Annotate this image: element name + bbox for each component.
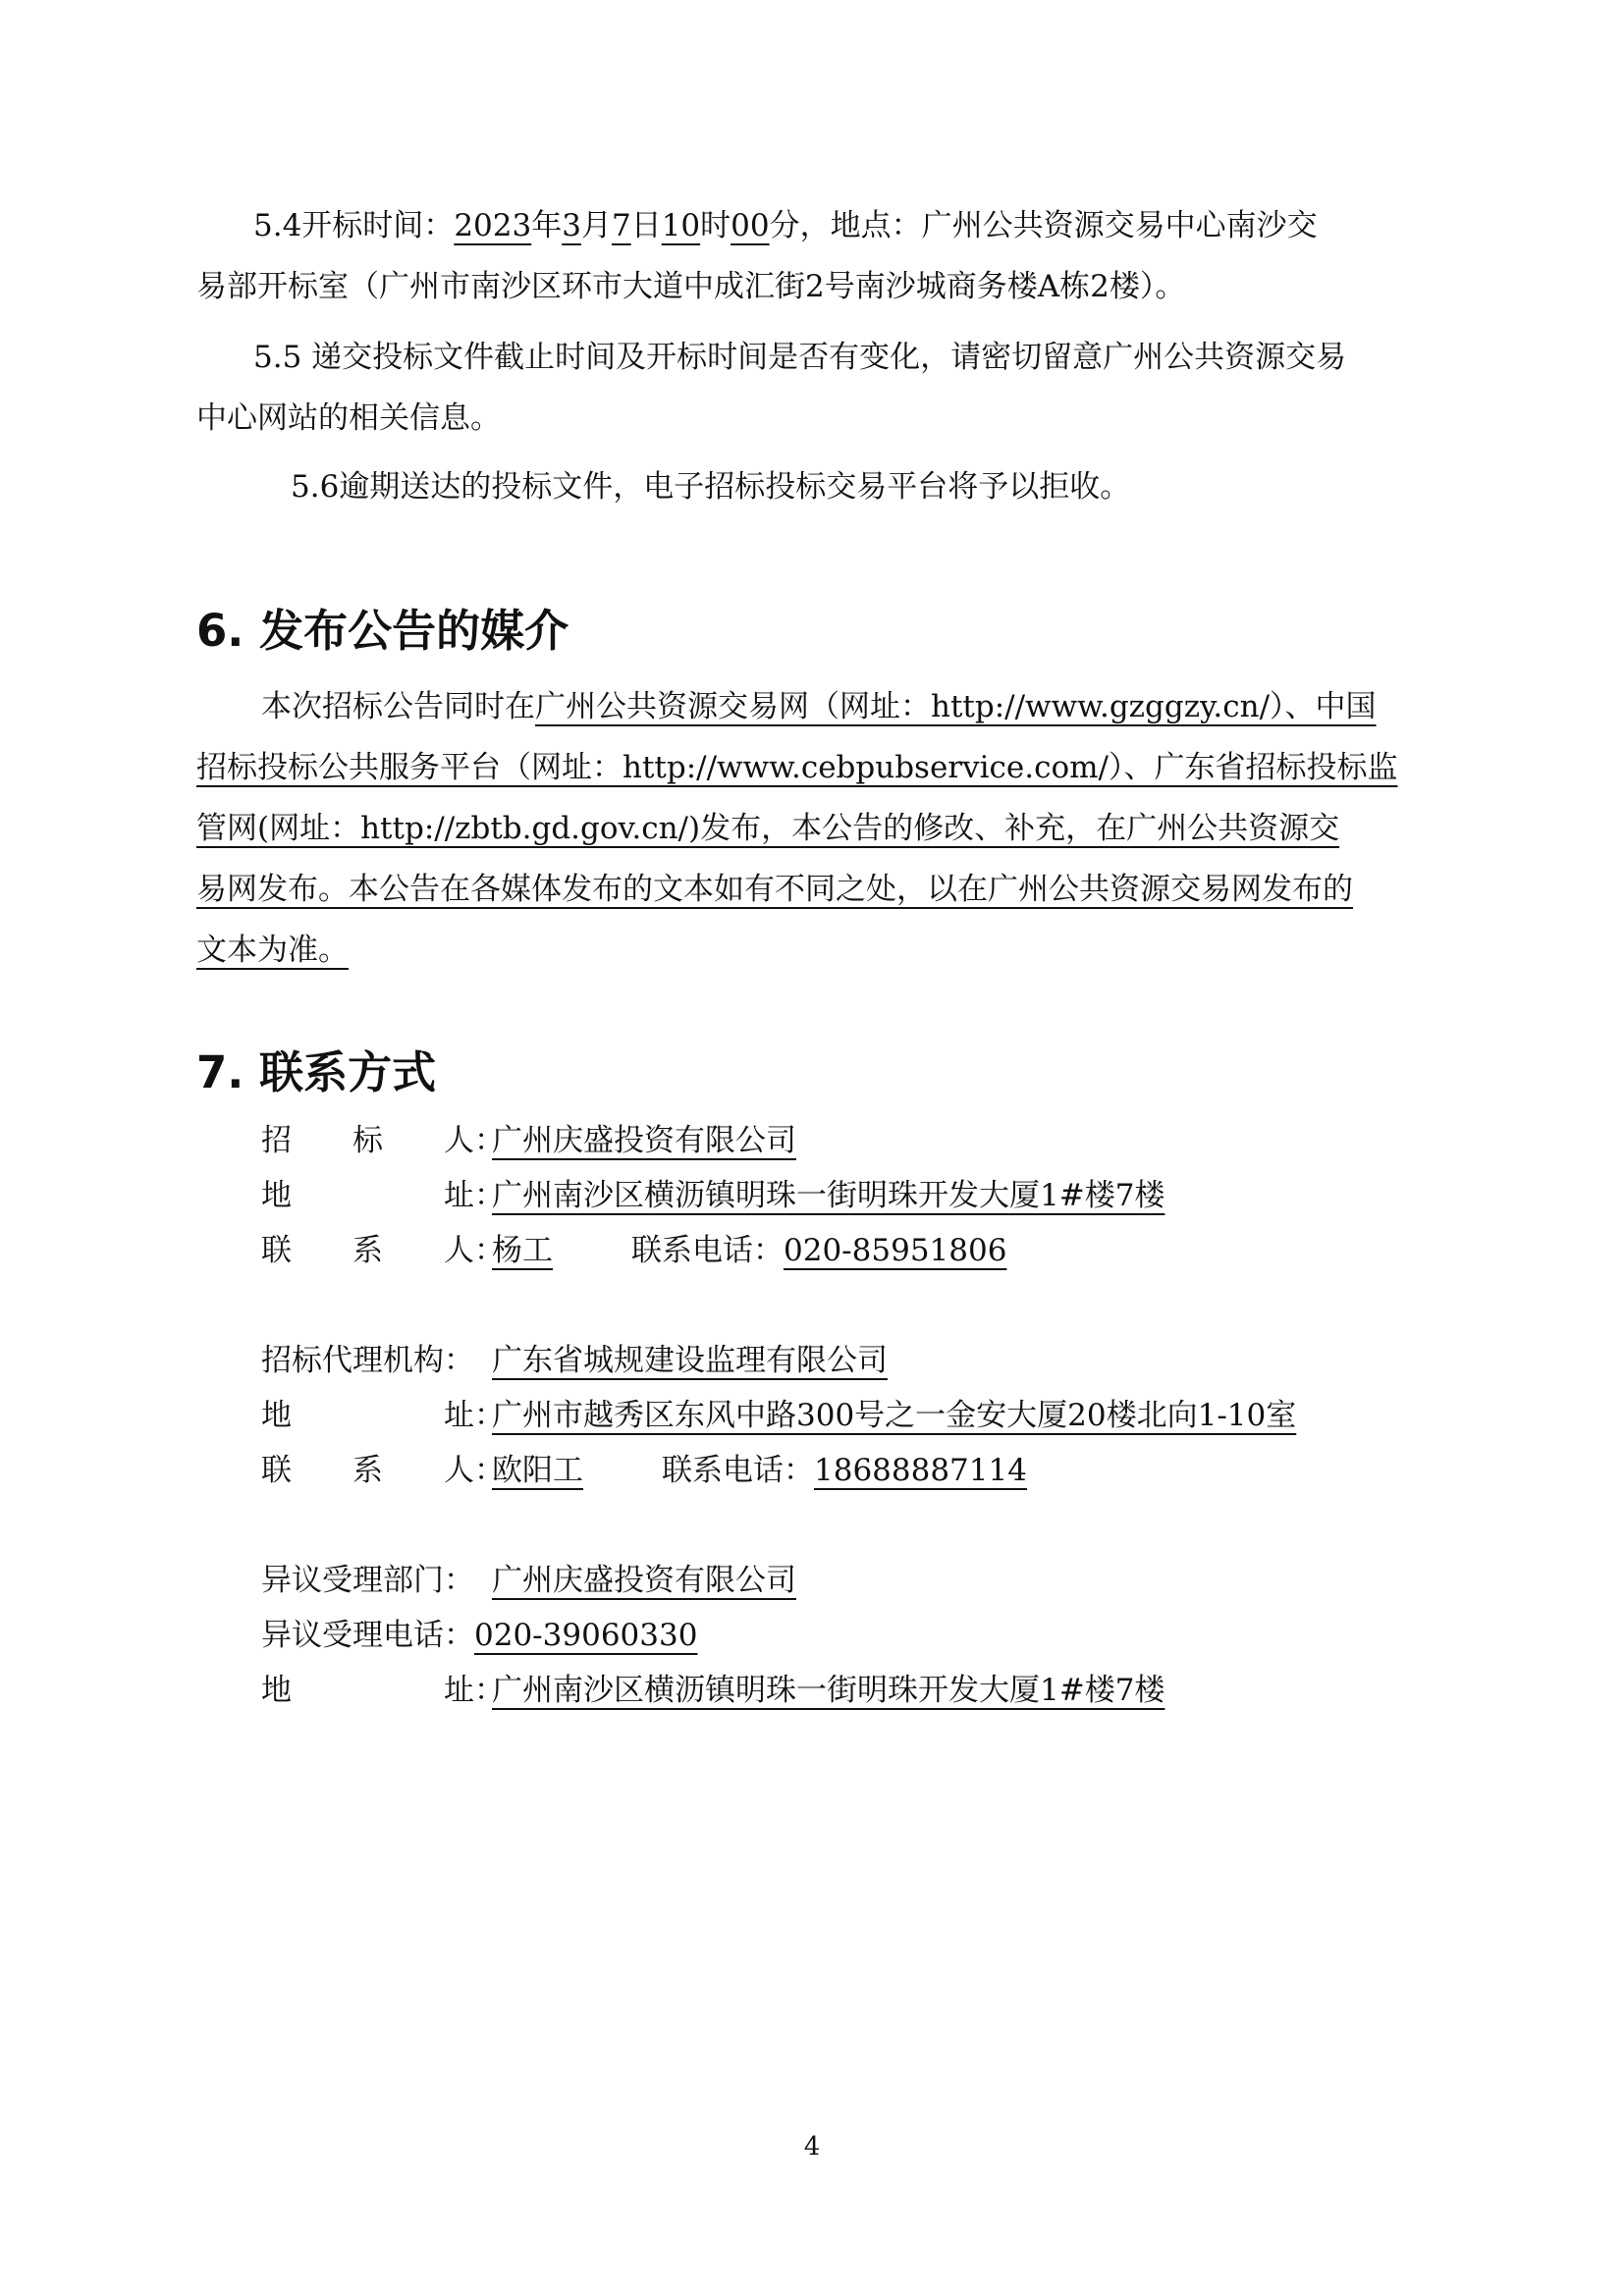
objection-phone-value: 020-39060330 [474, 1618, 698, 1653]
open-year: 2023 [454, 208, 532, 243]
open-hour: 10 [661, 208, 701, 243]
agent-address-label: 地 址： [261, 1398, 505, 1433]
agent-phone-label: 联系电话： [662, 1453, 814, 1488]
section-7-heading: 7. 联系方式 [196, 1046, 437, 1098]
text: 年 [531, 208, 563, 243]
contact-value: 杨工 [492, 1233, 553, 1268]
objection-dept-row [261, 1555, 796, 1606]
agent-contact-label: 联 系 人： [261, 1453, 505, 1488]
objection-dept-value: 广州庆盛投资有限公司 [492, 1563, 796, 1598]
open-minute: 00 [731, 208, 770, 243]
agent-label: 招标代理机构： [261, 1343, 474, 1378]
media-para-line2: 招标投标公共服务平台（网址：http://www.cebpubservice.com/）、广东省招标投标监 [196, 750, 1398, 785]
objection-address-label: 地 址： [261, 1673, 505, 1708]
objection-phone-label: 异议受理电话： [261, 1618, 474, 1653]
tenderer-address-row [261, 1170, 1164, 1221]
address-label: 地 址： [261, 1178, 505, 1213]
media-para-line4: 易网发布。本公告在各媒体发布的文本如有不同之处，以在广州公共资源交易网发布的 [196, 872, 1353, 907]
para-5-5-line2: 中心网站的相关信息。 [196, 400, 501, 436]
media-para-line1 [261, 677, 1377, 736]
media-link-text: 广州公共资源交易网（网址：http://www.gzggzy.cn/）、中国 [535, 689, 1377, 724]
tenderer-contact-row [261, 1225, 1006, 1276]
phone-value: 020-85951806 [784, 1233, 1007, 1268]
section-6-heading: 6. 发布公告的媒介 [196, 605, 569, 657]
agent-address-value: 广州市越秀区东风中路300号之一金安大厦20楼北向1-10室 [492, 1398, 1297, 1433]
agent-phone-value: 18688887114 [814, 1453, 1027, 1488]
media-para-line3: 管网(网址：http://zbtb.gd.gov.cn/)发布，本公告的修改、补充，在广州公共资源交 [196, 811, 1340, 846]
agent-row [261, 1335, 888, 1386]
tenderer-row [261, 1115, 796, 1166]
agent-value: 广东省城规建设监理有限公司 [492, 1343, 888, 1378]
objection-address-row [261, 1665, 1164, 1716]
open-month: 3 [562, 208, 581, 243]
phone-label: 联系电话： [631, 1233, 784, 1268]
text: 日 [630, 208, 662, 243]
open-day: 7 [611, 208, 631, 243]
para-5-6: 5.6逾期送达的投标文件，电子招标投标交易平台将予以拒收。 [291, 469, 1131, 505]
address-value: 广州南沙区横沥镇明珠一街明珠开发大厦1#楼7楼 [492, 1178, 1165, 1213]
objection-phone-row [261, 1610, 697, 1661]
text: 时 [700, 208, 731, 243]
text: 5.4开标时间： [253, 208, 455, 243]
text: 本次招标公告同时在 [261, 689, 535, 724]
text: 分，地点：广州公共资源交易中心南沙交 [769, 208, 1318, 243]
objection-address-value: 广州南沙区横沥镇明珠一街明珠开发大厦1#楼7楼 [492, 1673, 1165, 1708]
para-5-4-line2: 易部开标室（广州市南沙区环市大道中成汇街2号南沙城商务楼A栋2楼）。 [196, 269, 1186, 304]
tenderer-value: 广州庆盛投资有限公司 [492, 1123, 796, 1158]
agent-contact-value: 欧阳工 [492, 1453, 583, 1488]
text: 月 [580, 208, 612, 243]
agent-contact-row [261, 1445, 1027, 1496]
page-number: 4 [803, 2132, 821, 2162]
contact-label: 联 系 人： [261, 1233, 505, 1268]
tenderer-label: 招 标 人： [261, 1123, 505, 1158]
objection-dept-label: 异议受理部门： [261, 1563, 474, 1598]
media-para-line5: 文本为准。 [196, 933, 349, 968]
agent-address-row [261, 1390, 1296, 1441]
para-5-5-line1: 5.5 递交投标文件截止时间及开标时间是否有变化，请密切留意广州公共资源交易 [253, 340, 1347, 375]
para-5-4-line1 [253, 196, 1318, 255]
